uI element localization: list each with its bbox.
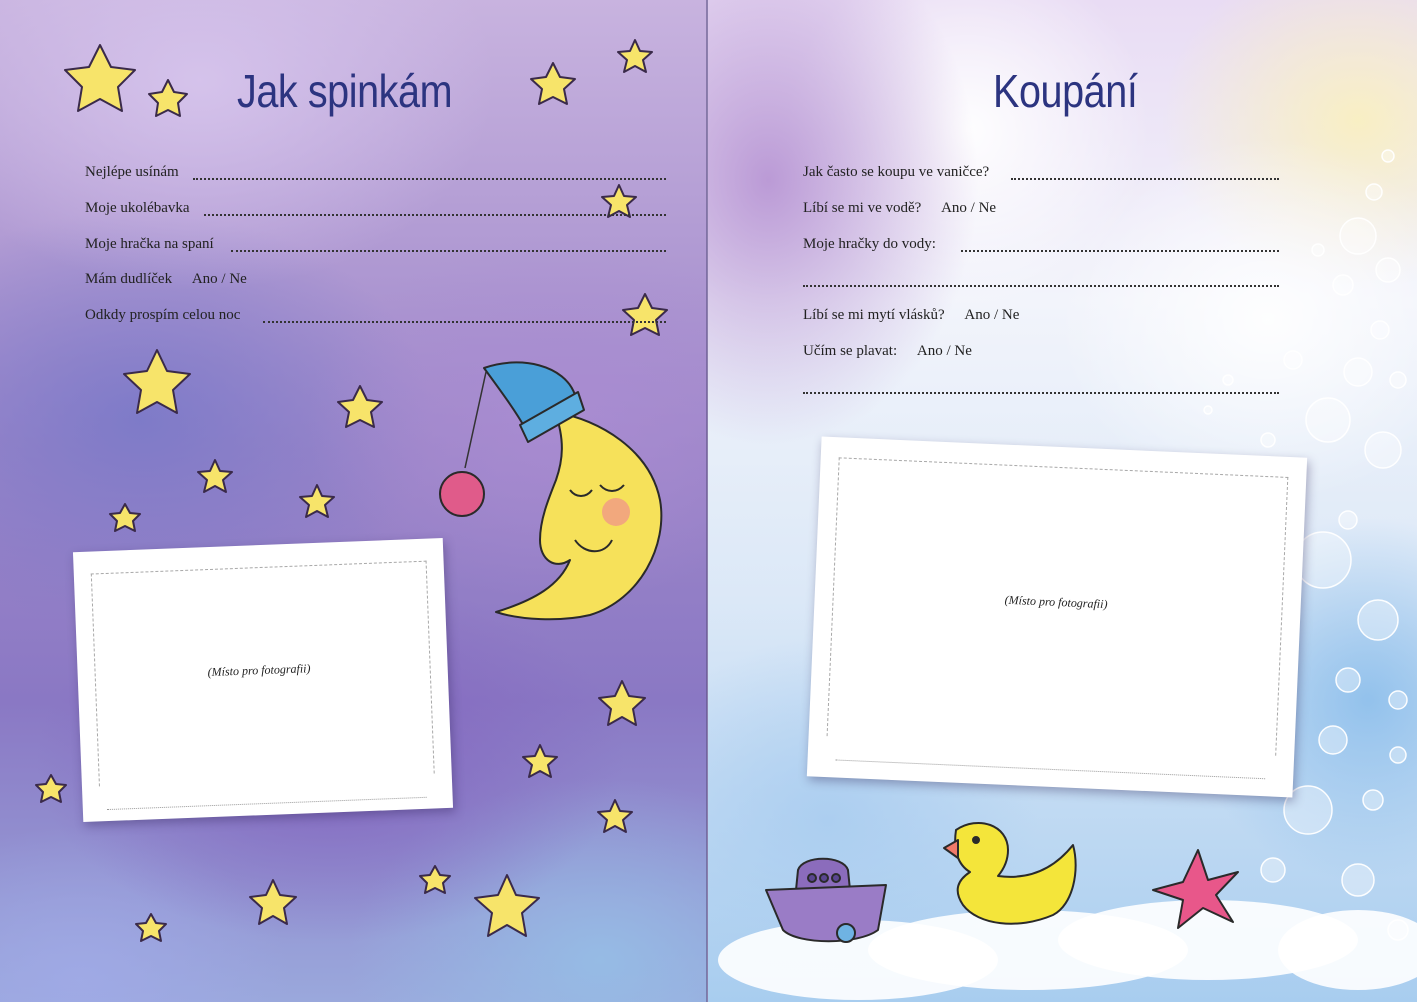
form-field-bath-frequency (803, 163, 989, 181)
form-field-likes-water (803, 199, 996, 217)
photo-caption: (Místo pro fotografii) (207, 661, 311, 680)
yes-no-options[interactable]: Ano / Ne (964, 307, 1020, 323)
book-gutter (706, 0, 708, 1002)
star-icon (110, 504, 140, 531)
star-icon (523, 745, 557, 777)
rubber-duck-icon (944, 823, 1076, 924)
answer-line[interactable] (204, 196, 666, 216)
caption-line (836, 759, 1266, 779)
star-icon (250, 880, 296, 924)
field-label: Odkdy prospím celou noc (85, 307, 241, 323)
field-label: Mám dudlíček (85, 271, 173, 287)
star-icon (36, 775, 66, 802)
star-icon (475, 875, 539, 936)
field-label: Líbí se mi ve vodě? (803, 200, 922, 216)
field-label: Jak často se koupu ve vaničce? (803, 164, 990, 180)
right-page (708, 0, 1417, 1002)
pompom-icon (440, 472, 484, 516)
form-field-bath-toys (803, 235, 936, 253)
field-label: Líbí se mi mytí vlásků? (803, 307, 945, 323)
star-icon (598, 800, 632, 832)
answer-line[interactable] (263, 303, 666, 323)
form-field-fall-asleep (85, 163, 179, 181)
star-icon (599, 681, 645, 725)
star-icon (149, 80, 187, 116)
star-icon (338, 386, 382, 427)
answer-line[interactable] (803, 374, 1279, 394)
caption-line (107, 797, 427, 810)
star-icon (124, 350, 190, 413)
answer-line[interactable] (803, 267, 1279, 287)
photo-placeholder[interactable] (73, 538, 453, 822)
field-label: Moje ukolébavka (85, 200, 190, 216)
form-field-sleep-toy (85, 235, 214, 253)
form-field-sleep-through-night (85, 306, 240, 324)
star-icon (136, 914, 166, 941)
page-title: Jak spinkám (237, 65, 453, 117)
form-field-notes (803, 377, 1279, 395)
star-icon (65, 45, 135, 111)
star-icon (618, 40, 652, 72)
page-title: Koupání (993, 65, 1138, 117)
answer-line[interactable] (1011, 160, 1279, 180)
field-label: Nejlépe usínám (85, 164, 179, 180)
toy-boat-icon (766, 859, 886, 942)
yes-no-options[interactable]: Ano / Ne (916, 343, 972, 359)
photo-placeholder[interactable] (807, 437, 1307, 798)
form-field-hair-wash (803, 306, 1019, 324)
left-page (0, 0, 707, 1002)
answer-line[interactable] (961, 232, 1279, 252)
answer-line[interactable] (231, 232, 666, 252)
form-field-pacifier (85, 270, 247, 288)
yes-no-options[interactable]: Ano / Ne (941, 200, 997, 216)
form-field-bath-toys-continued (803, 270, 1279, 288)
field-label: Učím se plavat: (803, 343, 898, 359)
form-field-lullaby (85, 199, 190, 217)
photo-caption: (Místo pro fotografii) (1004, 592, 1108, 612)
star-icon (420, 866, 450, 893)
star-icon (531, 63, 575, 104)
left-decorations (0, 0, 707, 1002)
star-icon (300, 485, 334, 517)
field-label: Moje hračky do vody: (803, 236, 936, 252)
yes-no-options[interactable]: Ano / Ne (191, 271, 247, 287)
form-field-swimming (803, 342, 972, 360)
sleeping-moon-icon (496, 412, 661, 619)
answer-line[interactable] (193, 160, 666, 180)
star-icon (198, 460, 232, 492)
field-label: Moje hračka na spaní (85, 236, 214, 252)
